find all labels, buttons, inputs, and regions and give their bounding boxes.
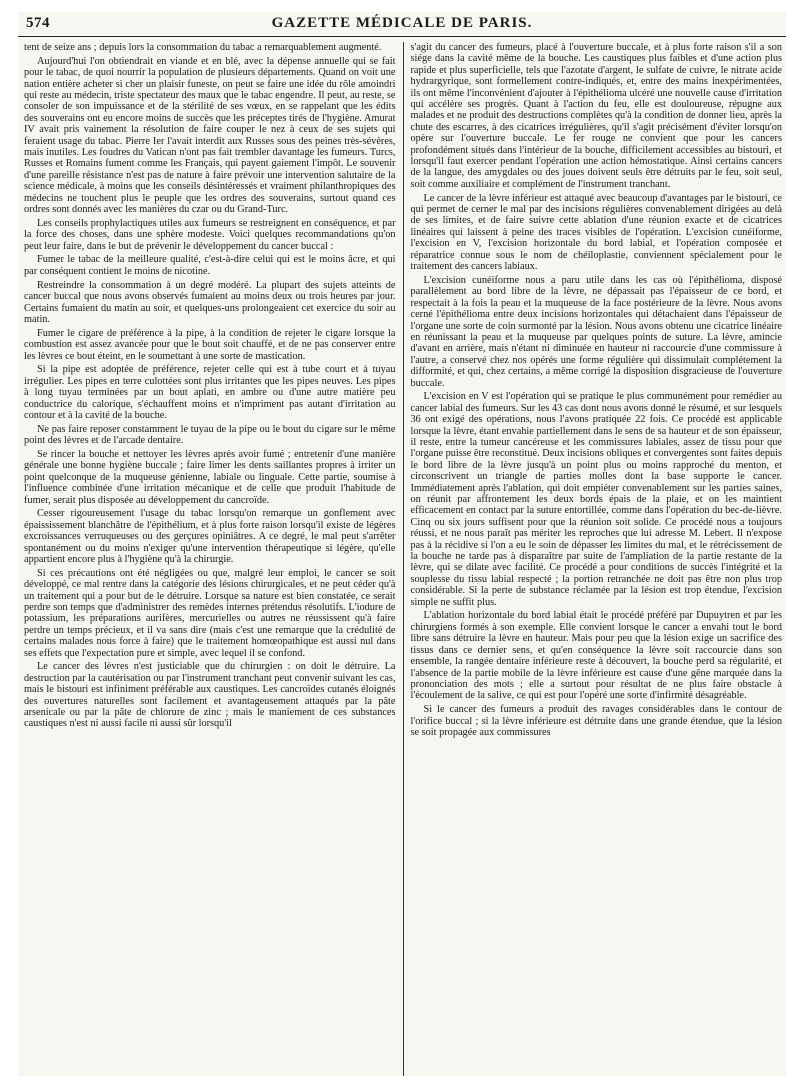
- page-number: 574: [26, 15, 50, 31]
- paragraph: Si le cancer des fumeurs a produit des ravages considérables dans le contour de l'orifice buccal ; si la lèvre inférieure est détruite dans une grande étendue, que la lésion se soit propagée aux commissures: [410, 704, 782, 738]
- paragraph: Si la pipe est adoptée de préférence, rejeter celle qui est à tube court et à tuyau irrégulier. Les pipes en terre culottées sont plus irritantes que les pipes neuves. Les pipes à long tuyau terminées par un bout aplati, en ambre ou d'une autre matière peu conductrice du calorique, s'échauffent moins et n'impriment pas autant d'irritation au contour et à la cavité de la bouche.: [24, 364, 396, 421]
- paragraph: L'ablation horizontale du bord labial était le procédé préféré par Dupuytren et par les chirurgiens formés à son exemple. Elle convient lorsque le cancer a envahi tout le bord libre sans détruire la lèvre en hauteur. Mais pour peu que la lésion exige un sacrifice des tissus dans ce dernier sens, et qu'en conséquence la lèvre soit raccourcie dans son ensemble, la rangée dentaire inférieure reste à découvert, la bouche perd sa régularité, et l'absence de la partie mobile de la lèvre inférieure est cause d'une gêne marquée dans la prononciation des mots ; elle a surtout pour résultat de ne plus faire obstacle à l'écoulement de la salive, ce qui est pour l'opéré une sorte d'infirmité désagréable.: [410, 610, 782, 702]
- text-columns: [24, 42, 782, 1076]
- paragraph: Ne pas faire reposer constamment le tuyau de la pipe ou le bout du cigare sur le même point des lèvres et de l'arcade dentaire.: [24, 423, 396, 447]
- paragraph: s'agit du cancer des fumeurs, placé à l'ouverture buccale, et à plus forte raison s'il a son siége dans la cavité même de la bouche. Les caustiques plus faibles et d'une action plus rapide et plus superficielle, tels que l'azotate d'argent, le sulfate de cuivre, le nitrate acide hydrargyrique, sont formellement contre-indiqués, et, entre des mains inexpérimentées, ils ont même l'inconvénient d'ajouter à l'épithélioma ulcéré une nouvelle cause d'irritation qui accélère ses progrès. Quant à l'action du feu, elle est douloureuse, répugne aux malades et ne produit des destructions complètes qu'à la condition de donner lieu, après la chute des escarres, à des cicatrices irrégulières, qu'il s'agit précisément d'éviter lorsqu'on opère sur l'ouverture buccale. Le fer rouge ne convient que pour les cancers profondément situés dans l'intérieur de la bouche, difficilement accessibles au bistouri, et lorsqu'il faut exercer pendant l'opération une action hémostatique. Ainsi certains cancers de la langue, des amygdales ou des joues doivent seuls être détruits par le feu, soit seul, soit comme auxiliaire et complément de l'instrument tranchant.: [410, 42, 782, 190]
- page-header: [18, 12, 786, 37]
- paragraph: tent de seize ans ; depuis lors la consommation du tabac a remarquablement augmenté.: [24, 42, 382, 53]
- paragraph: Se rincer la bouche et nettoyer les lèvres après avoir fumé ; entretenir d'une manière générale une bonne hygiène buccale ; faire limer les dents saillantes propres à irriter un point quelconque de la muqueuse génienne, labiale ou linguale. Cette partie, soumise à l'influence combinée d'une irritation mécanique et de celle que produit l'habitude de fumer, serait plus disposée au développement du cancroïde.: [24, 448, 396, 506]
- paragraph: Fumer le tabac de la meilleure qualité, c'est-à-dire celui qui est le moins âcre, et qui par conséquent contient le moins de nicotine.: [24, 254, 396, 277]
- paragraph: Le cancer des lèvres n'est justiciable que du chirurgien : on doit le détruire. La destruction par la cautérisation ou par l'instrument tranchant peut convenir suivant les cas, mais le bistouri est infiniment préférable aux caustiques. Les cancroïdes cutanés éloignés des ouvertures naturelles sont facilement et avantageusement attaqués par la pâte arsenicale ou par la pâte de chlorure de zinc ; mais le maniement de ces substances caustiques n'est ni aussi facile ni aussi sûr lorsqu'il: [24, 661, 396, 730]
- left-column: [24, 42, 403, 1076]
- paragraph: Aujourd'hui l'on obtiendrait en viande et en blé, avec la dépense annuelle qui se fait pour le tabac, de quoi nourrir la population de plusieurs départements. Quand on voit une nation entière acheter si cher un plaisir funeste, on peut se faire une idée du rôle amoindri qui reste au médecin, triste spectateur des maux que le tabac engendre. Il peut, au reste, se consoler de son impuissance et de la stérilité de ses vœux, en se rappelant que les édits des souverains ont eu encore moins de succès que les préceptes tirés de l'hygiène. Amurat IV avait pris vainement la résolution de faire couper le nez à ceux de ses sujets qui feraient usage du tabac. Pierre Ier l'avait interdit aux Russes sous des peines très-sévères, mais inutiles. Les foudres du Vatican n'ont pas fait trembler davantage les fumeurs. Turcs, Russes et Romains fument comme les Français, qui payent gaiement l'impôt. Le souvenir d'une pareille résistance n'est pas de nature à faire prévoir une intervention salutaire de la science médicale, à moins que les conseils désintéressés et vraiment philanthropiques des médecins ne touchent plus le peuple que les ordres des souverains, surtout quand ces ordres sont donnés avec les manières du czar ou du Grand-Turc.: [24, 55, 396, 216]
- paragraph: Les conseils prophylactiques utiles aux fumeurs se restreignent en conséquence, et par la force des choses, dans une sphère modeste. Voici quelques recommandations qu'on peut leur faire, dans le but de prévenir le développement du cancer buccal :: [24, 217, 396, 252]
- paragraph: L'excision cunéiforme nous a paru utile dans les cas où l'épithélioma, disposé parallèlement au bord libre de la lèvre, ne dépassait pas l'épaisseur de ce bord, et respectait à la fois la peau et la muqueuse de la face postérieure de la lèvre. Nous avons cerné l'épithélioma entre deux incisions horizontales qui détachaient dans l'épaisseur de l'organe une sorte de coin surmonté par la lésion. Nous avons obtenu une cicatrice linéaire en réunissant la peau et la muqueuse par quelques points de suture. La lèvre, amincie d'avant en arrière, mais n'étant ni diminuée en hauteur ni raccourcie d'une commissure à l'autre, a conservé chez nos opérés une forme régulière qui dissimulait complétement la difformité, et qui, chez certains, a même corrigé la disposition disgracieuse de l'ouverture buccale.: [410, 274, 782, 389]
- right-column: [404, 42, 783, 1076]
- paragraph: L'excision en V est l'opération qui se pratique le plus communément pour remédier au cancer labial des fumeurs. Sur les 43 cas dont nous avons donné le résumé, et sur lesquels 36 ont exigé des opérations, nous l'avons pratiquée 22 fois. Ce procédé est applicable lorsque la lèvre, étant envahie partiellement dans le sens de sa hauteur et de son épaisseur, il reste, entre la tumeur cancéreuse et les commissures labiales, assez de tissu pour que l'organe puisse être reconstitué. Deux incisions obliques et convergentes sont faites depuis le bord libre de la lèvre jusqu'à un point plus ou moins rapproché du menton, et circonscrivent un triangle de parties molles dont la base supporte le cancer. Immédiatement après l'ablation, qui doit empiéter convenablement sur les parties saines, on réunit par affrontement les deux bords épais de la plaie, et on les maintient efficacement en contact par la suture entortillée, comme dans l'opération du bec-de-lièvre. Cinq ou six jours suffisent pour que la réunion soit solide. Ce procédé nous a toujours réussi, et ne nous paraît pas mériter les reproches que lui adresse M. Lebert. Il n'expose pas à la récidive si l'on a eu le soin de dépasser les limites du mal, et le rétrécissement de la bouche ne tarde pas à disparaître par suite de l'ampliation de la partie restante de la lèvre, qui se dilate avec facilité. Ce procédé a pour conditions de succès l'intégrité et la souplesse du tissu labial respecté ; la portion retranchée ne doit pas être non plus trop considérable. Si la perte de substance réclamée par la lésion est trop étendue, l'excision simple ne suffit plus.: [410, 391, 782, 608]
- paragraph: Cesser rigoureusement l'usage du tabac lorsqu'on remarque un gonflement avec épaississement blanchâtre de l'épithélium, et à plus forte raison lorsqu'il existe de légères excroissances verruqueuses ou des gerçures opiniâtres. A ce degré, le mal peut s'arrêter spontanément ou du moins n'exiger qu'une intervention thérapeutique si légère, qu'elle appartient encore plus à l'hygiène qu'à la chirurgie.: [24, 508, 396, 565]
- paragraph: Restreindre la consommation à un degré modéré. La plupart des sujets atteints de cancer buccal que nous avons observés fumaient au moins deux ou trois heures par jour. Certains fumaient du matin au soir, et quelques-uns prolongeaient cet exercice du soir au matin.: [24, 279, 396, 325]
- paragraph: Fumer le cigare de préférence à la pipe, à la condition de rejeter le cigare lorsque la combustion est assez avancée pour que le bout soit chauffé, et de ne pas conserver entre les lèvres ce bout éteint, en le soumettant à une sorte de mastication.: [24, 327, 396, 362]
- journal-page: [18, 12, 786, 1076]
- journal-title: GAZETTE MÉDICALE DE PARIS.: [271, 15, 533, 31]
- paragraph: Si ces précautions ont été négligées ou que, malgré leur emploi, le cancer se soit développé, ce mal rentre dans la catégorie des lésions chirurgicales, et ne peut céder qu'à un traitement qui a pour but de le détruire. Lorsque sa nature est bien constatée, ce serait perdre son temps que d'administrer des remèdes internes prétendus résolutifs. L'iodure de potassium, les préparations aurifères, mercurielles ou autres ne réussissent qu'à faire perdre un temps précieux, et il va sans dire (mais c'est une remarque que la crédulité de certains malades nous force à faire) que le traitement homœopathique est aussi nul dans ses effets que l'expectation pure et simple, avec lequel il se confond.: [24, 567, 396, 659]
- paragraph: Le cancer de la lèvre inférieur est attaqué avec beaucoup d'avantages par le bistouri, ce qui permet de cerner le mal par des incisions régulières convenablement dirigées au delà de ses limites, et de faire suivre cette ablation d'une réunion exacte et de cicatrices linéaires qui laissent à peine des traces visibles de l'opération. L'excision cunéiforme, l'excision en V, l'excision horizontale du bord labial, et l'opération composée et réparatrice connue sous le nom de chéiloplastie, conviennent spécialement pour le traitement des cancers labiaux.: [410, 192, 782, 273]
